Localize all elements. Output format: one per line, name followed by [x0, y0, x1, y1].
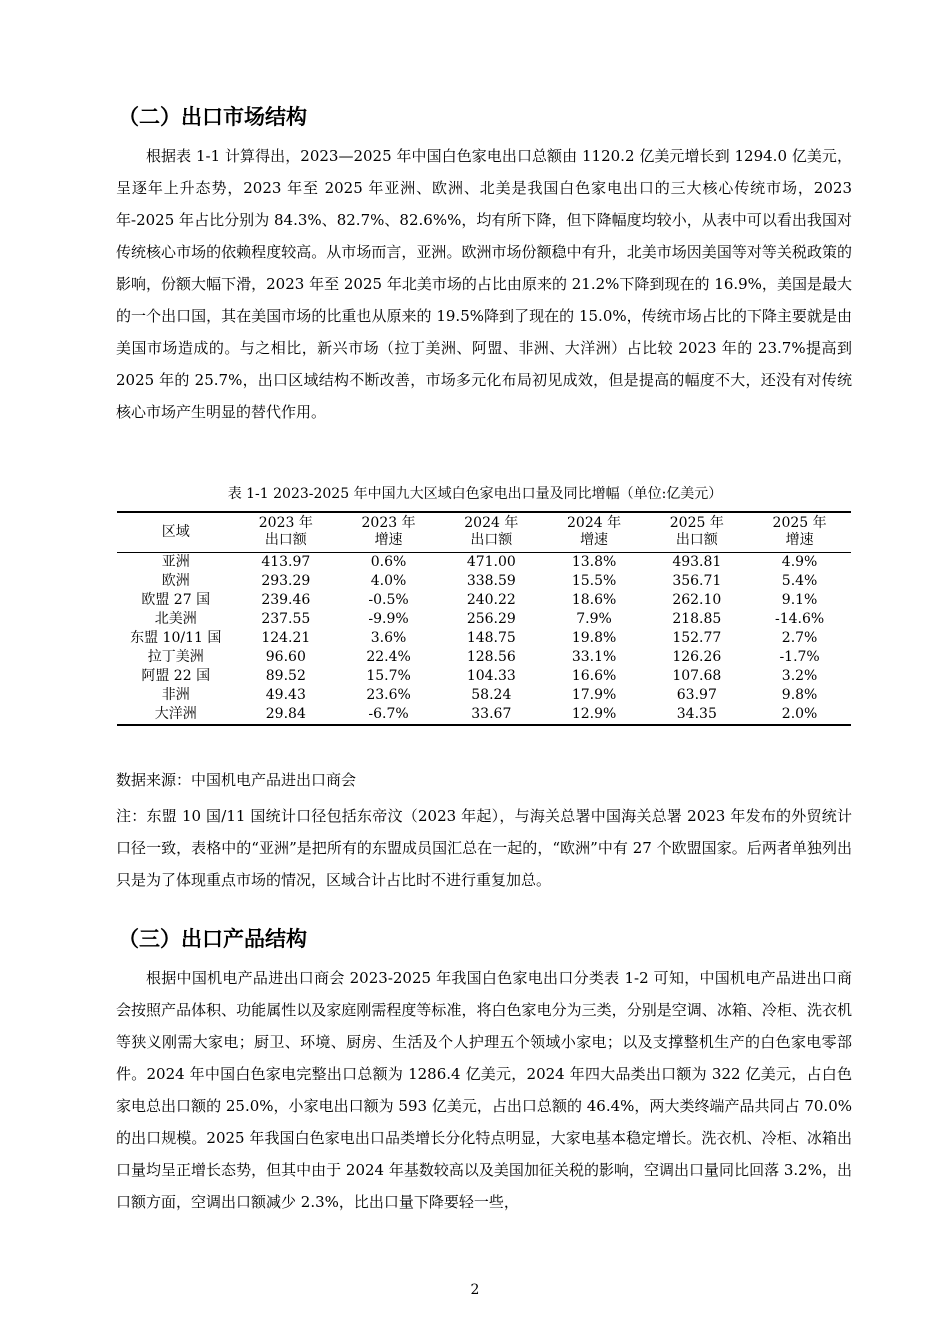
growth-cell: -1.7%	[779, 649, 820, 665]
data-source-line: 数据来源：中国机电产品进出口商会	[116, 771, 357, 789]
growth-cell: 5.4%	[781, 573, 818, 589]
value-cell: 256.29	[466, 611, 516, 627]
growth-cell: 16.6%	[571, 668, 617, 684]
value-cell: 128.56	[466, 649, 516, 665]
value-cell: 262.10	[672, 592, 722, 608]
value-cell: 34.35	[645, 705, 748, 725]
value-cell: 58.24	[471, 687, 512, 703]
value-cell: 338.59	[466, 573, 516, 589]
growth-cell: 18.6%	[571, 592, 617, 608]
region-cell: 非洲	[161, 687, 190, 703]
growth-cell: 22.4%	[366, 649, 411, 665]
value-cell: 218.85	[672, 611, 722, 627]
value-cell: 33.67	[440, 705, 543, 725]
value-cell: 356.71	[672, 573, 722, 589]
value-cell: 104.33	[466, 668, 516, 684]
growth-cell: 33.1%	[571, 649, 617, 665]
region-cell: 欧洲	[161, 573, 190, 589]
region-cell: 北美洲	[154, 611, 197, 627]
growth-cell: 4.0%	[370, 573, 407, 589]
value-cell: 126.26	[672, 649, 722, 665]
table-row	[117, 572, 851, 591]
header-cell: 2023 年 出口额	[234, 512, 337, 553]
value-cell: 240.22	[466, 592, 516, 608]
region-cell: 大洋洲	[117, 705, 234, 725]
growth-cell: 15.7%	[366, 668, 411, 684]
value-cell: 239.46	[261, 592, 311, 608]
paragraph-market-structure: 根据表 1-1 计算得出，2023—2025 年中国白色家电出口总额由 1120.2 亿美元增长到 1294.0 亿美元，呈逐年上升态势，2023 年至 2025 年亚洲、欧洲、北美是我国白色家电出口的三大核心传统市场，2023 年-2025 年占比分别为 84.3%、82.7%、82.6%%，均有所下降，但下降幅度均较小，从表中可以看出我国对传统核心市场的依赖程度较高。从市场而言，亚洲。欧洲市场份额稳中有升，北美市场因美国等对等关税政策的影响，份额大幅下滑，2023 年至 2025 年北美市场的占比由原来的 21.2%下降到现在的 16.9%，美国是最大的一个出口国，其在美国市场的比重也从原来的 19.5%降到了现在的 15.0%，传统市场占比的下降主要就是由美国市场造成的。与之相比，新兴市场（拉丁美洲、阿盟、非洲、大洋洲）占比较 2023 年的 23.7%提高到 2025 年的 25.7%，出口区域结构不断改善，市场多元化布局初见成效，但是提高的幅度不大，还没有对传统核心市场产生明显的替代作用。	[116, 147, 852, 421]
growth-cell: 0.6%	[370, 554, 407, 570]
growth-cell: 9.1%	[781, 592, 818, 608]
header-cell: 2025 年 增速	[748, 512, 851, 553]
region-cell: 欧盟 27 国	[141, 592, 211, 608]
growth-cell: 2.7%	[781, 630, 818, 646]
growth-cell: 13.8%	[571, 554, 617, 570]
value-cell: 29.84	[234, 705, 337, 725]
table-row	[117, 610, 851, 629]
region-cell: 阿盟 22 国	[141, 668, 211, 684]
growth-cell: -6.7%	[337, 705, 440, 725]
table-row	[117, 553, 851, 573]
table-row	[117, 629, 851, 648]
value-cell: 89.52	[265, 668, 306, 684]
header-cell: 2024 年 出口额	[440, 512, 543, 553]
growth-cell: 4.9%	[781, 554, 818, 570]
value-cell: 293.29	[261, 573, 311, 589]
growth-cell: 7.9%	[576, 611, 612, 627]
growth-cell: 19.8%	[571, 630, 617, 646]
value-cell: 471.00	[466, 554, 516, 570]
header-cell: 2024 年 增速	[543, 512, 646, 553]
value-cell: 493.81	[672, 554, 722, 570]
value-cell: 49.43	[265, 687, 306, 703]
section-heading-export-market-structure: （二）出口市场结构	[118, 105, 307, 129]
table-caption: 表 1-1 2023-2025 年中国九大区域白色家电出口量及同比增幅（单位:亿美元）	[227, 486, 723, 502]
growth-cell: -0.5%	[368, 592, 409, 608]
value-cell: 413.97	[261, 554, 311, 570]
value-cell: 152.77	[672, 630, 722, 646]
table-row	[117, 686, 851, 705]
region-cell: 东盟 10/11 国	[130, 630, 222, 646]
growth-cell: 12.9%	[543, 705, 646, 725]
region-cell: 拉丁美洲	[147, 649, 204, 665]
page-number: 2	[470, 1282, 480, 1298]
header-cell: 2023 年 增速	[337, 512, 440, 553]
table-row	[117, 667, 851, 686]
section-heading-export-product-structure: （三）出口产品结构	[118, 927, 307, 951]
table-row	[117, 705, 851, 725]
value-cell: 63.97	[676, 687, 717, 703]
growth-cell: 17.9%	[571, 687, 617, 703]
paragraph-product-structure: 根据中国机电产品进出口商会 2023-2025 年我国白色家电出口分类表 1-2 可知，中国机电产品进出口商会按照产品体积、功能属性以及家庭刚需程度等标准，将白色家电分为三类，分别是空调、冰箱、冷柜、洗衣机等狭义刚需大家电；厨卫、环境、厨房、生活及个人护理五个领域小家电；以及支撑整机生产的白色家电零部件。2024 年中国白色家电完整出口总额为 1286.4 亿美元，2024 年四大品类出口额为 322 亿美元，占白色家电总出口额的 25.0%，小家电出口额为 593 亿美元，占出口总额的 46.4%，两大类终端产品共同占 70.0%的出口规模。2025 年我国白色家电出口品类增长分化特点明显，大家电基本稳定增长。洗衣机、冷柜、冰箱出口量均呈正增长态势，但其中由于 2024 年基数较高以及美国加征关税的影响，空调出口量同比回落 3.2%，出口额方面，空调出口额减少 2.3%，比出口量下降要轻一些，	[116, 969, 852, 1211]
growth-cell: 2.0%	[748, 705, 851, 725]
growth-cell: 23.6%	[366, 687, 411, 703]
value-cell: 96.60	[265, 649, 306, 665]
value-cell: 107.68	[672, 668, 722, 684]
growth-cell: 9.8%	[781, 687, 818, 703]
table-row	[117, 648, 851, 667]
header-cell: 区域	[117, 512, 234, 553]
growth-cell: 3.6%	[370, 630, 407, 646]
table-row	[117, 591, 851, 610]
value-cell: 148.75	[466, 630, 516, 646]
growth-cell: -14.6%	[774, 611, 825, 627]
table-note: 注：东盟 10 国/11 国统计口径包括东帝汶（2023 年起），与海关总署中国海关总署 2023 年发布的外贸统计口径一致，表格中的“亚洲”是把所有的东盟成员国汇总在一起的，“欧洲”中有 27 个欧盟国家。后两者单独列出只是为了体现重点市场的情况，区域合计占比时不进行重复加总。	[116, 807, 852, 889]
growth-cell: 3.2%	[781, 668, 818, 684]
header-cell: 2025 年 出口额	[645, 512, 748, 553]
growth-cell: 15.5%	[571, 573, 617, 589]
growth-cell: -9.9%	[368, 611, 409, 627]
export-by-region-table	[117, 511, 851, 726]
table-header-row	[117, 512, 851, 553]
value-cell: 124.21	[261, 630, 311, 646]
value-cell: 237.55	[261, 611, 311, 627]
region-cell: 亚洲	[161, 554, 190, 570]
